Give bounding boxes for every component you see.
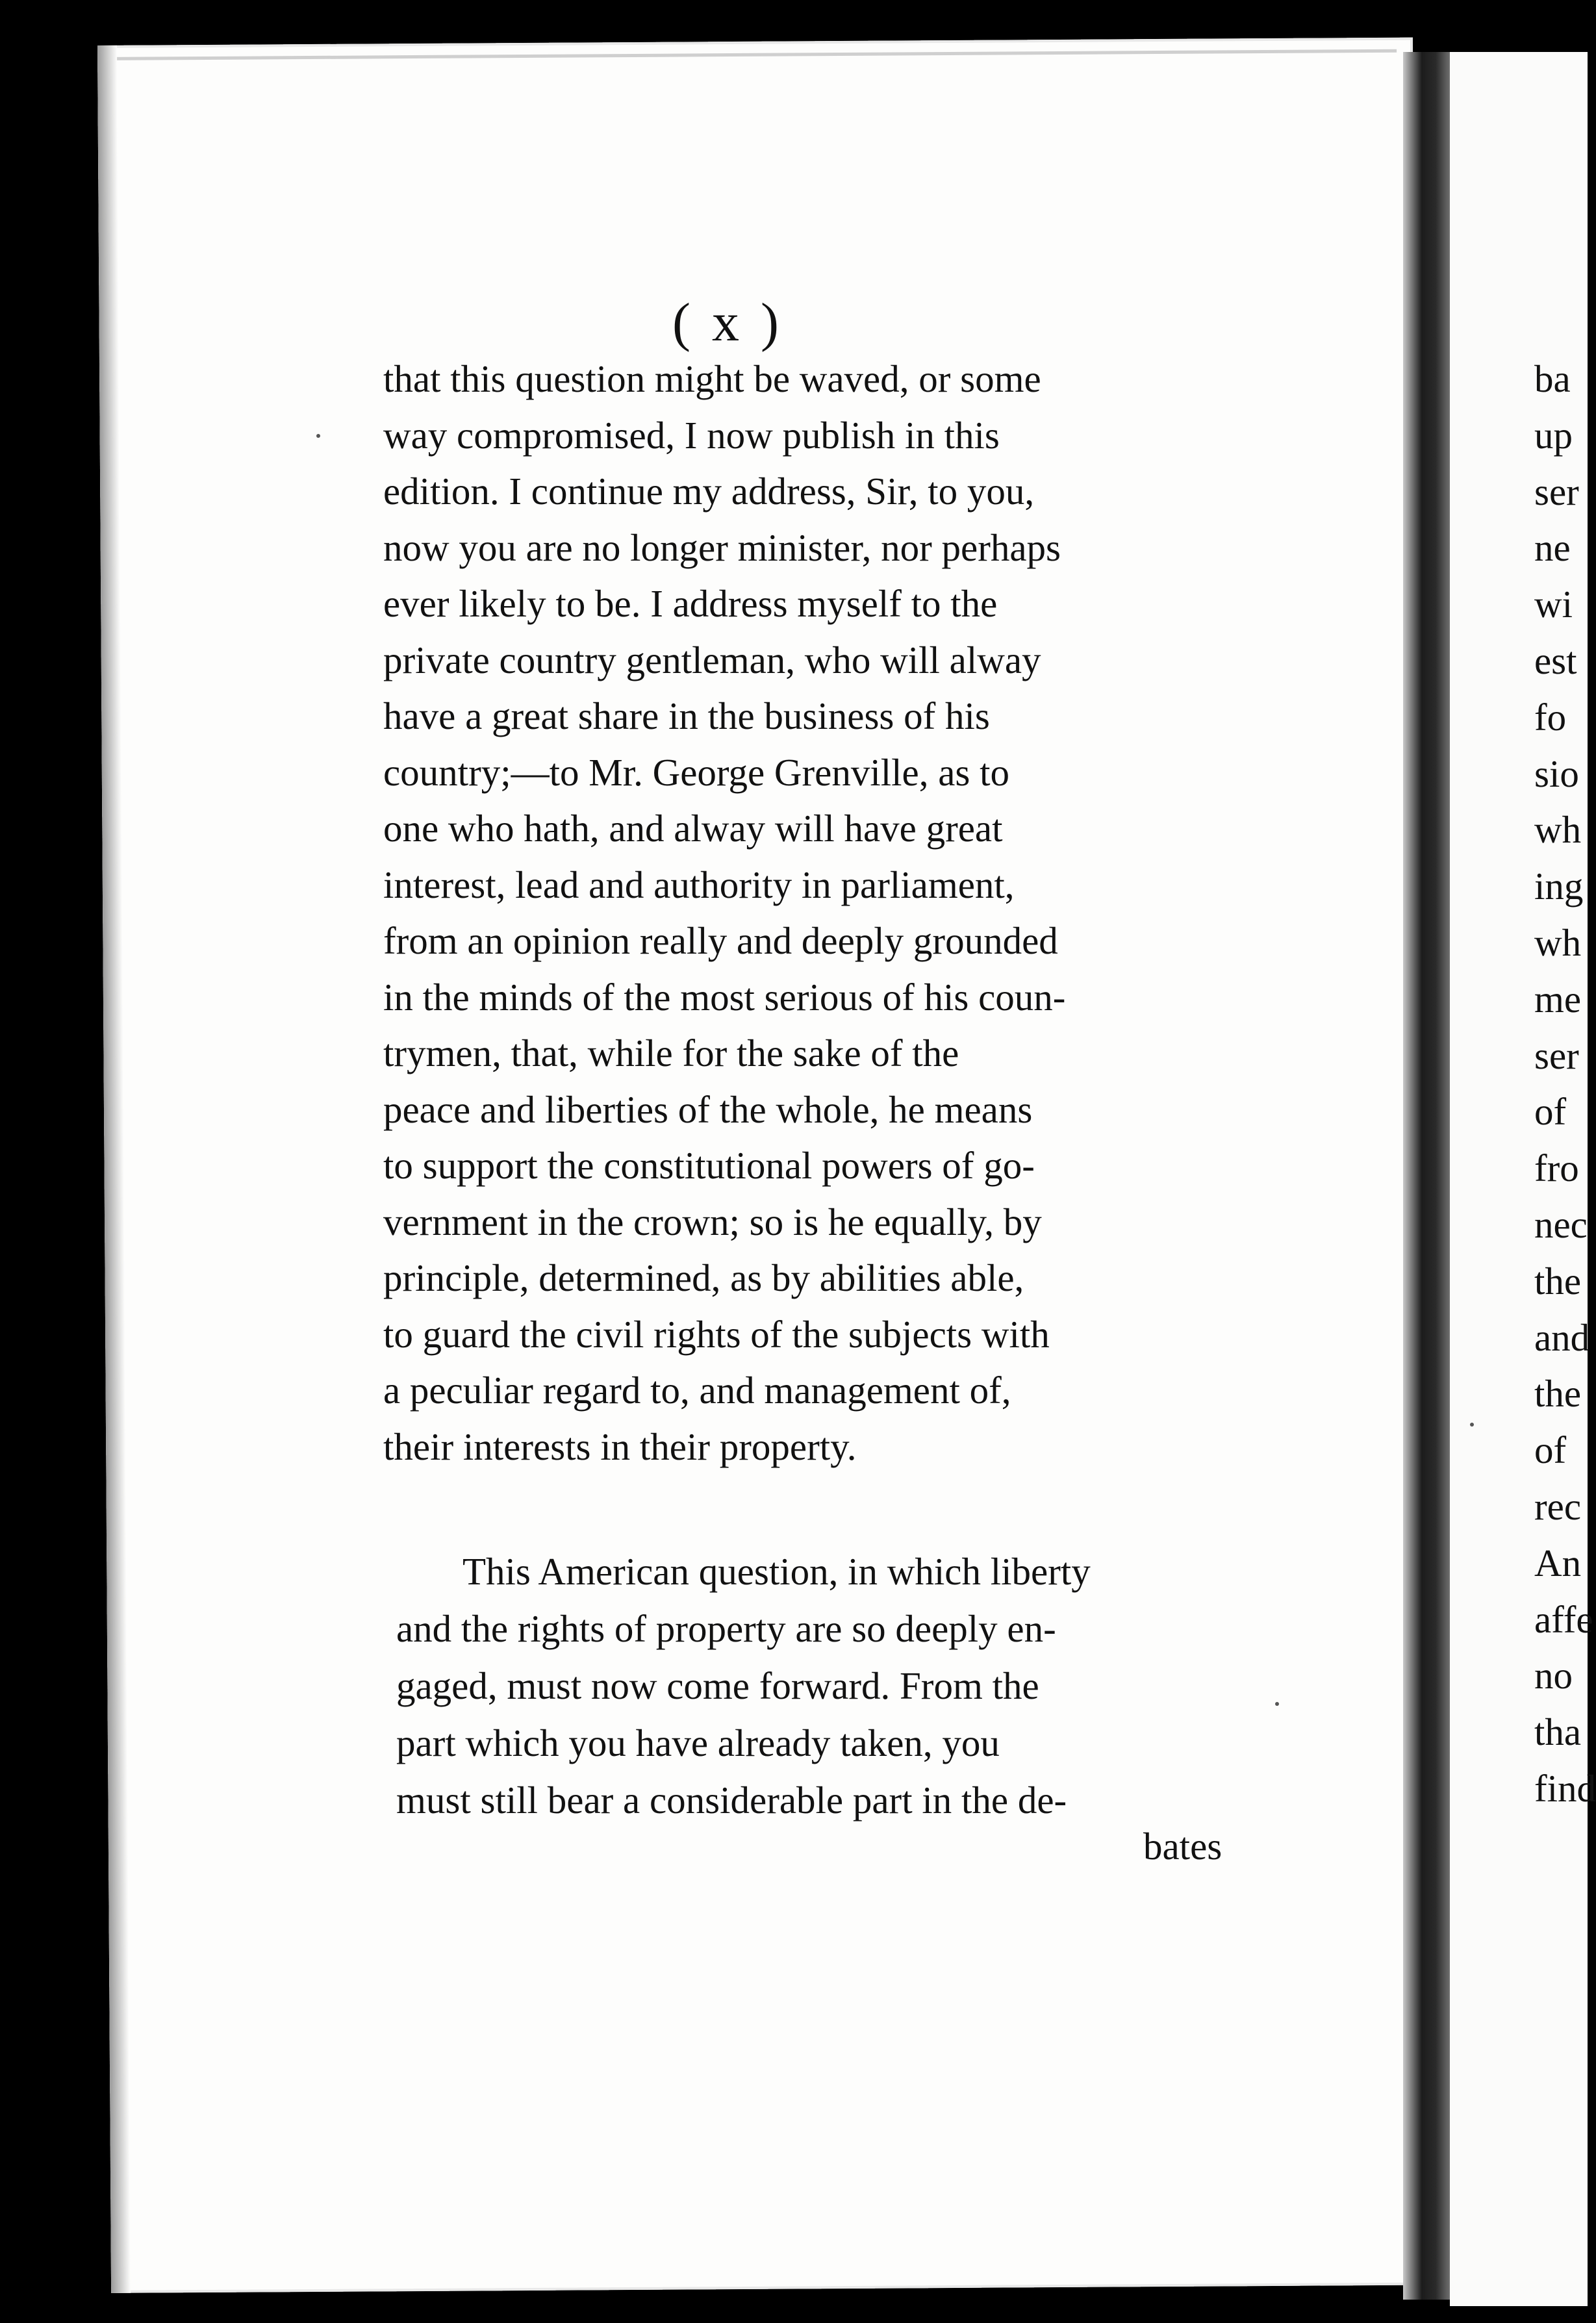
facing-page-line-fragment: the [1534,1372,1582,1415]
facing-page-line-fragment: the [1534,1259,1582,1302]
facing-page-line-fragment: est [1534,639,1577,682]
text-line: country;—to Mr. George Grenville, as to [383,750,1010,794]
paper-speck [1275,1702,1279,1706]
facing-page-line-fragment: no [1534,1654,1573,1697]
text-line: part which you have already taken, you [396,1721,1000,1764]
page-top-rule [97,49,1397,60]
text-line: that this question might be waved, or some [383,357,1041,400]
facing-page-line-fragment: ser [1534,1034,1579,1077]
text-line: private country gentleman, who will alway [383,638,1041,681]
text-line: now you are no longer minister, nor perhaps [383,526,1061,569]
paper-speck [316,434,320,438]
facing-page-line-fragment: ser [1534,470,1579,513]
page-number-header: ( x ) [672,292,783,353]
facing-page-line-fragment: ne [1534,526,1571,570]
text-line: This American question, in which liberty [462,1550,1091,1593]
text-line: gaged, must now come forward. From the [396,1664,1039,1707]
text-line: edition. I continue my address, Sir, to you, [383,470,1035,513]
catchword: bates [1143,1825,1222,1868]
text-line: peace and liberties of the whole, he means [383,1087,1033,1131]
facing-page-line-fragment: nec [1534,1202,1588,1246]
page-edge-shadow [97,45,131,2293]
text-line: to support the constitutional powers of go- [383,1144,1035,1187]
facing-page-line-fragment: find [1534,1766,1596,1810]
text-line: trymen, that, while for the sake of the [383,1032,959,1074]
facing-page-line-fragment: of [1534,1428,1567,1472]
text-line: have a great share in the business of his [383,694,990,737]
facing-page-line-fragment: and [1534,1315,1590,1359]
facing-page-line-fragment: fro [1534,1147,1579,1190]
facing-page-line-fragment: wh [1534,920,1582,964]
facing-page-line-fragment: rec [1534,1484,1582,1528]
text-line: vernment in the crown; so is he equally, by [383,1200,1042,1243]
facing-page-line-fragment: ing [1534,865,1584,908]
text-line: principle, determined, as by abilities able, [383,1256,1024,1299]
facing-page-text [1450,351,1596,1817]
facing-page-line-fragment: fo [1534,695,1567,739]
paragraph-2 [396,1543,1091,1829]
paper-speck [1470,1423,1474,1427]
facing-page-line-fragment: wi [1534,583,1573,626]
text-line: way compromised, I now publish in this [383,413,1000,457]
text-line: interest, lead and authority in parliament, [383,863,1015,906]
text-line: one who hath, and alway will have great [383,807,1003,850]
text-line: their interests in their property. [383,1425,857,1468]
text-line: in the minds of the most serious of his coun- [383,975,1066,1019]
facing-page-line-fragment: sio [1534,752,1579,795]
facing-page-line-fragment: affe [1534,1597,1593,1641]
text-line: a peculiar regard to, and management of, [383,1369,1011,1412]
text-line: from an opinion really and deeply grounded [383,919,1058,962]
facing-page-line-fragment: tha [1534,1710,1582,1754]
facing-page-line-fragment: ba [1534,357,1571,400]
text-line: must still bear a considerable part in the de- [396,1779,1067,1822]
facing-page-edge [1450,52,1596,2306]
text-line: and the rights of property are so deeply en- [396,1607,1056,1650]
text-line: to guard the civil rights of the subjects with [383,1312,1050,1356]
facing-page-line-fragment: of [1534,1090,1567,1134]
paragraph-1 [383,351,1065,1475]
facing-page-line-fragment: An [1534,1541,1582,1584]
book-gutter [1403,52,1450,2300]
text-line: ever likely to be. I address myself to the [383,582,998,625]
facing-page-line-fragment: wh [1534,808,1582,852]
facing-page-line-fragment: me [1534,977,1582,1021]
facing-page-line-fragment: up [1534,413,1573,457]
